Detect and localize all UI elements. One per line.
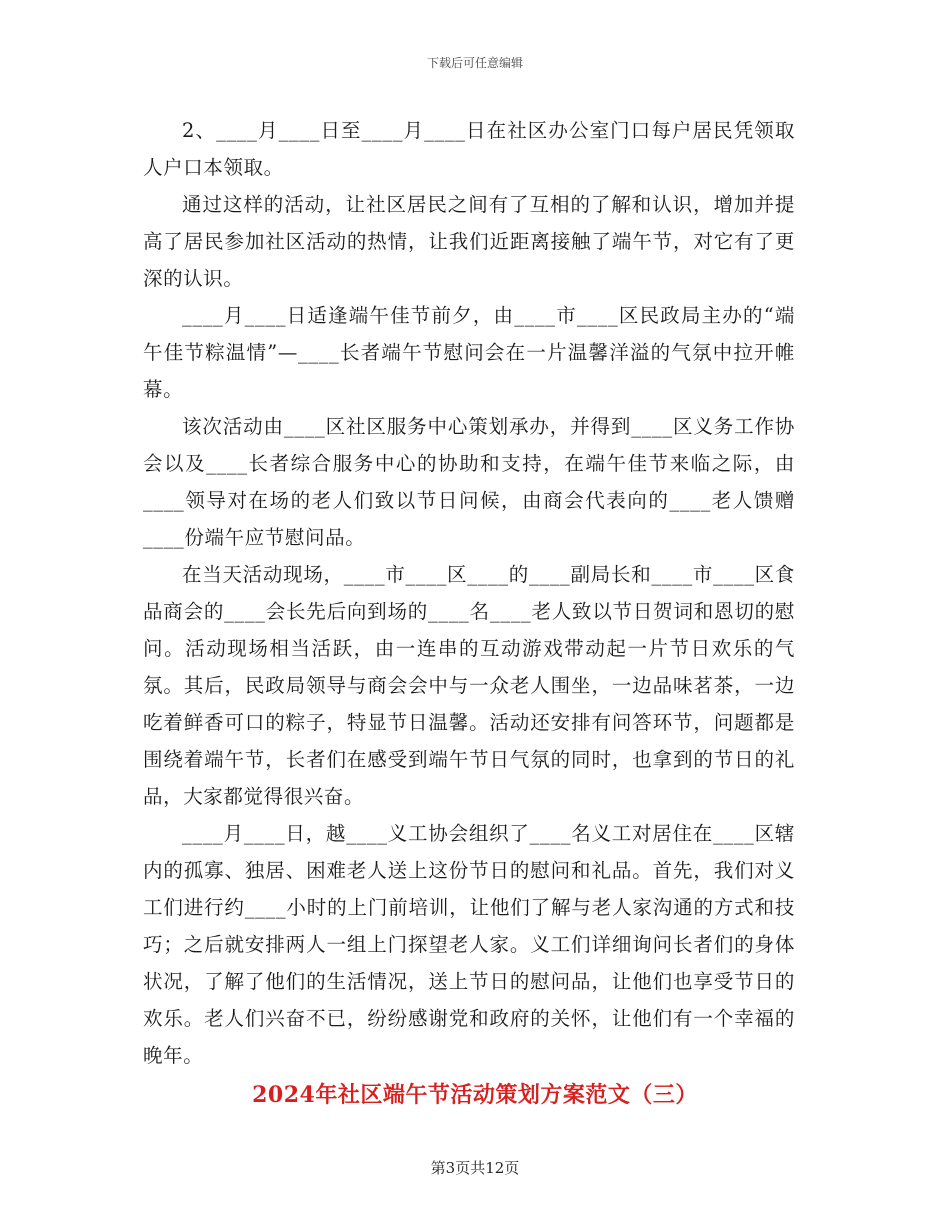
page-footer: 第3页共12页 [430,1159,520,1177]
paragraph: ____月____日，越____义工协会组织了____名义工对居住在____区辖内的孤寡、独居、困难老人送上这份节日的慰问和礼品。首先，我们对义工们进行约____小时的上门前培训，让他们了解与老人家沟通的方式和技巧；之后就安排两人一组上门探望老人家。义工们详细询问长者们的身体状况，了解了他们的生活情况，送上节日的慰问品，让他们也享受节日的欢乐。老人们兴奋不已，纷纷感谢党和政府的关怀，让他们有一个幸福的晚年。 [143,822,795,1067]
document-body [143,112,795,1074]
paragraph: 通过这样的活动，让社区居民之间有了互相的了解和认识，增加并提高了居民参加社区活动的热情，让我们近距离接触了端午节，对它有了更深的认识。 [143,193,795,290]
paragraph: 该次活动由____区社区服务中心策划承办，并得到____区义务工作协会以及____长者综合服务中心的协助和支持，在端午佳节来临之际，由____领导对在场的老人们致以节日问候，由商会代表向的____老人馈赠____份端午应节慰问品。 [143,415,795,549]
paragraph: ____月____日适逢端午佳节前夕，由____市____区民政局主办的“端午佳节粽温情”—____长者端午节慰问会在一片温馨洋溢的气氛中拉开帷幕。 [143,304,795,401]
paragraph: 在当天活动现场，____市____区____的____副局长和____市____区食品商会的____会长先后向到场的____名____老人致以节日贺词和恩切的慰问。活动现场相当活跃，由一连串的互动游戏带动起一片节日欢乐的气氛。其后，民政局领导与商会会中与一众老人围坐，一边品味茗茶，一边吃着鲜香可口的粽子，特显节日温馨。活动还安排有问答环节，问题都是围绕着端午节，长者们在感受到端午节日气氛的同时，也拿到的节日的礼品，大家都觉得很兴奋。 [143,563,795,808]
paragraph: 2、____月____日至____月____日在社区办公室门口每户居民凭领取人户口本领取。 [143,119,795,179]
page-header: 下载后可任意编辑 [426,56,523,70]
section-heading: 2024年社区端午节活动策划方案范文（三） [252,1082,698,1108]
